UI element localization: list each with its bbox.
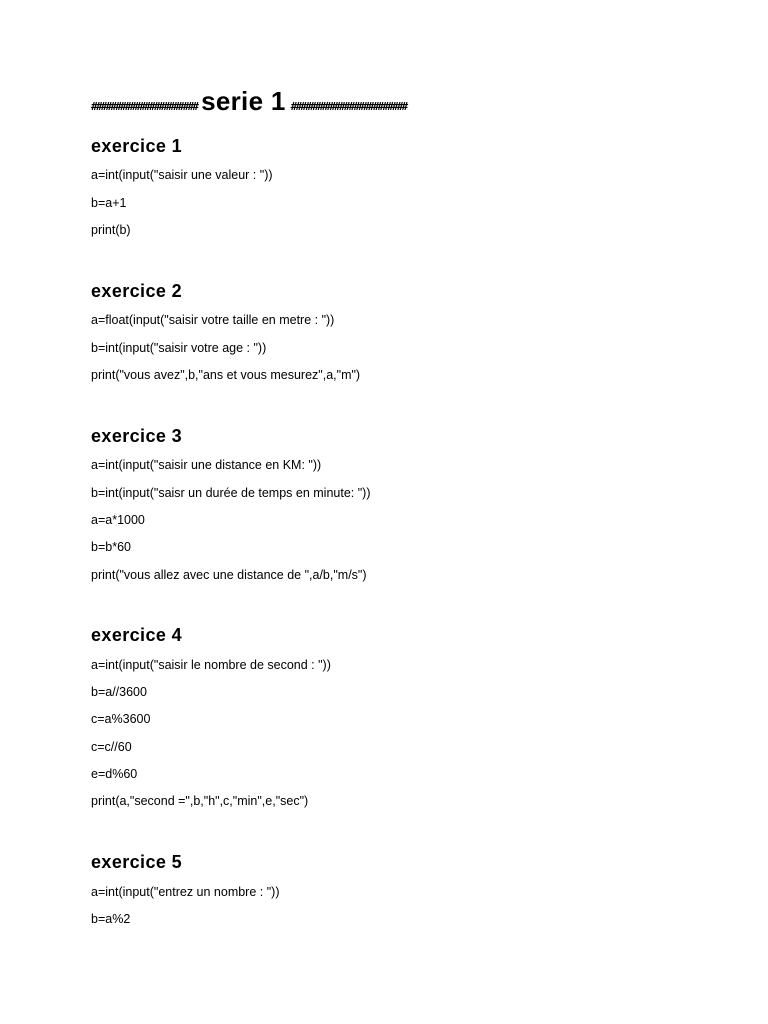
code-line: a=int(input("entrez un nombre : ")) — [91, 885, 280, 899]
code-line: b=a//3600 — [91, 685, 147, 699]
exercise-section-4 — [91, 624, 331, 808]
series-header — [91, 86, 406, 117]
code-line: b=int(input("saisr un durée de temps en minute: ")) — [91, 486, 371, 500]
code-line: b=a%2 — [91, 912, 131, 926]
code-line: a=int(input("saisir le nombre de second : ")) — [91, 658, 331, 672]
code-line: a=int(input("saisir une distance en KM: ")) — [91, 458, 322, 472]
exercise-title: exercice 2 — [91, 281, 183, 301]
code-line: print(a,"second =",b,"h",c,"min",e,"sec") — [91, 794, 309, 808]
exercise-title: exercice 4 — [91, 625, 183, 645]
left-hash-divider: ###################### — [91, 100, 198, 113]
exercise-title: exercice 1 — [91, 136, 183, 156]
code-line: c=a%3600 — [91, 712, 151, 726]
exercise-section-3 — [91, 425, 371, 582]
code-line: b=b*60 — [91, 540, 131, 554]
code-line: b=a+1 — [91, 196, 127, 210]
code-line: print(b) — [91, 223, 131, 237]
exercise-section-2 — [91, 280, 361, 382]
code-line: print("vous avez",b,"ans et vous mesurez",a,"m") — [91, 368, 361, 382]
code-line: c=c//60 — [91, 740, 132, 754]
code-line: b=int(input("saisir votre age : ")) — [91, 341, 267, 355]
code-line: e=d%60 — [91, 767, 138, 781]
exercise-section-1 — [91, 135, 273, 237]
right-hash-divider: ######################## — [290, 100, 407, 113]
exercise-section-5 — [91, 851, 280, 926]
series-title: serie 1 — [201, 86, 286, 116]
exercise-title: exercice 5 — [91, 852, 183, 872]
code-line: print("vous allez avec une distance de ",a/b,"m/s") — [91, 568, 367, 582]
code-line: a=a*1000 — [91, 513, 145, 527]
exercise-title: exercice 3 — [91, 426, 183, 446]
code-line: a=int(input("saisir une valeur : ")) — [91, 168, 273, 182]
code-line: a=float(input("saisir votre taille en metre : ")) — [91, 313, 335, 327]
